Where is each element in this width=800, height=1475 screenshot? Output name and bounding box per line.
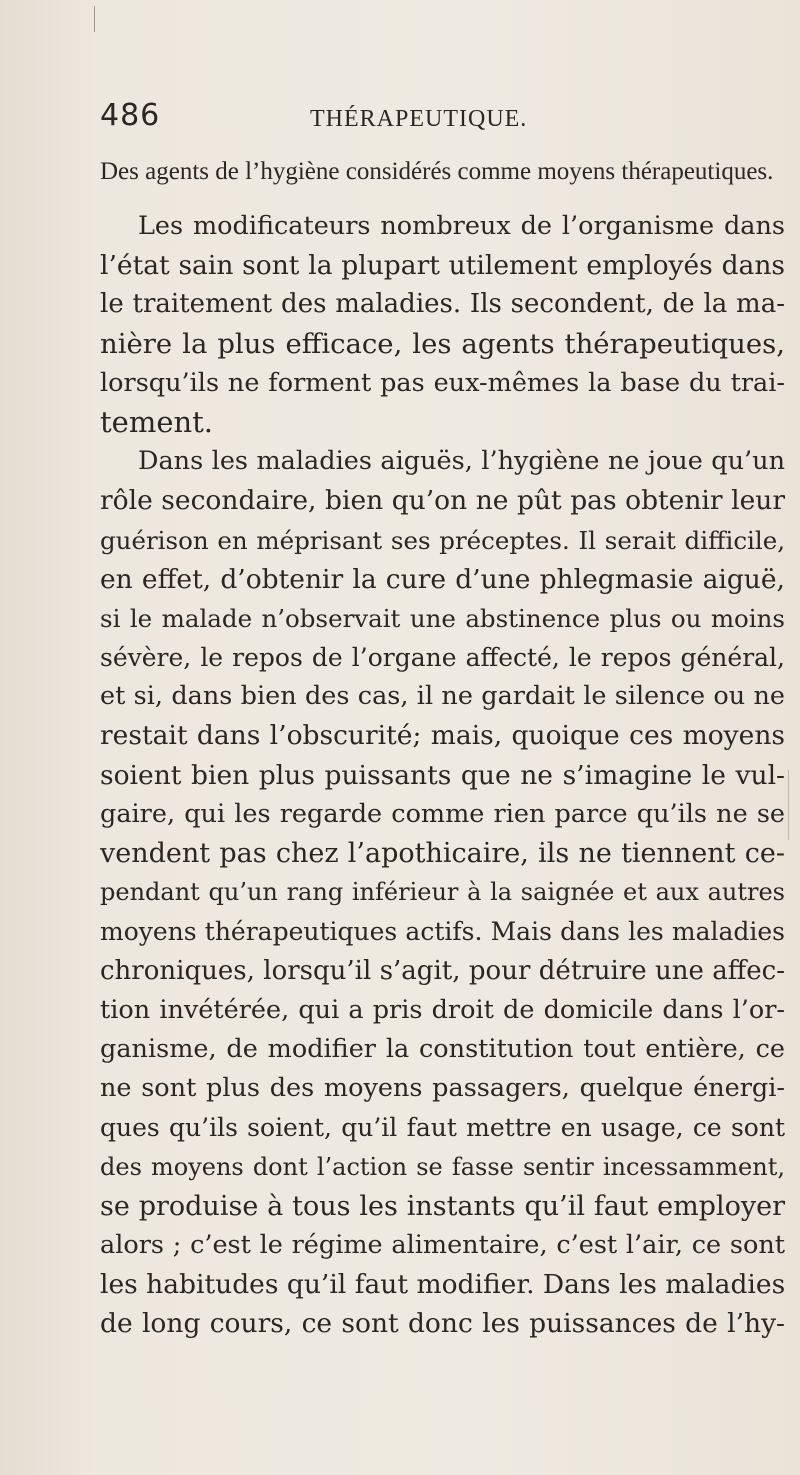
text-line: en effet, d’obtenir la cure d’une phlegmasie aiguë,	[100, 563, 785, 595]
text-line: de long cours, ce sont donc les puissances de l’hy-	[100, 1308, 785, 1340]
text-line: sévère, le repos de l’organe affecté, le repos général,	[100, 643, 785, 673]
text-line: l’état sain sont la plupart utilement employés dans	[100, 250, 785, 282]
body-text	[100, 207, 785, 1343]
text-line: alors ; c’est le régime alimentaire, c’est l’air, ce sont	[100, 1229, 785, 1260]
text-line: ganisme, de modifier la constitution tout entière, ce	[100, 1033, 785, 1064]
text-line: lorsqu’ils ne forment pas eux-mêmes la base du trai-	[100, 367, 785, 398]
text-line: pendant qu’un rang inférieur à la saignée et aux autres	[100, 878, 785, 907]
text-line: Les modificateurs nombreux de l’organisme dans	[138, 211, 785, 241]
text-line: tement.	[100, 404, 214, 439]
text-line: rôle secondaire, bien qu’on ne pût pas obtenir leur	[100, 485, 785, 517]
text-line: si le malade n’observait une abstinence plus ou moins	[100, 603, 785, 633]
page-number: 486	[100, 98, 161, 133]
text-line: vendent pas chez l’apothicaire, ils ne tiennent ce-	[100, 838, 785, 869]
text-line: nière la plus efficace, les agents thérapeutiques,	[100, 327, 785, 360]
text-line: ne sont plus des moyens passagers, quelque énergi-	[100, 1073, 785, 1104]
text-line: des moyens dont l’action se fasse sentir incessamment,	[100, 1152, 785, 1181]
text-line: les habitudes qu’il faut modifier. Dans les maladies	[100, 1269, 785, 1301]
text-line: le traitement des maladies. Ils secondent, de la ma-	[100, 289, 785, 320]
text-line: et si, dans bien des cas, il ne gardait le silence ou ne	[100, 681, 785, 712]
text-line: chroniques, lorsqu’il s’agit, pour détruire une affec-	[100, 955, 785, 986]
text-line: Dans les maladies aiguës, l’hygiène ne joue qu’un	[138, 446, 785, 477]
text-line: moyens thérapeutiques actifs. Mais dans les maladies	[100, 917, 785, 947]
scan-edge-mark	[788, 770, 789, 840]
page-header	[100, 98, 760, 138]
text-line: se produise à tous les instants qu’il faut employer	[100, 1190, 785, 1222]
running-head: THÉRAPEUTIQUE.	[310, 106, 528, 132]
text-line: guérison en méprisant ses préceptes. Il serait difficile,	[100, 525, 785, 555]
text-line: tion invétérée, qui a pris droit de domicile dans l’or-	[100, 994, 785, 1025]
text-line: soient bien plus puissants que ne s’imagine le vul-	[100, 759, 785, 791]
section-heading: Des agents de l’hygiène considérés comme moyens thérapeutiques.	[100, 158, 774, 185]
scan-edge-mark	[94, 6, 95, 32]
text-line: gaire, qui les regarde comme rien parce qu’ils ne se	[100, 798, 785, 829]
text-line: ques qu’ils soient, qu’il faut mettre en usage, ce sont	[100, 1113, 785, 1143]
text-line: restait dans l’obscurité; mais, quoique ces moyens	[100, 720, 785, 752]
